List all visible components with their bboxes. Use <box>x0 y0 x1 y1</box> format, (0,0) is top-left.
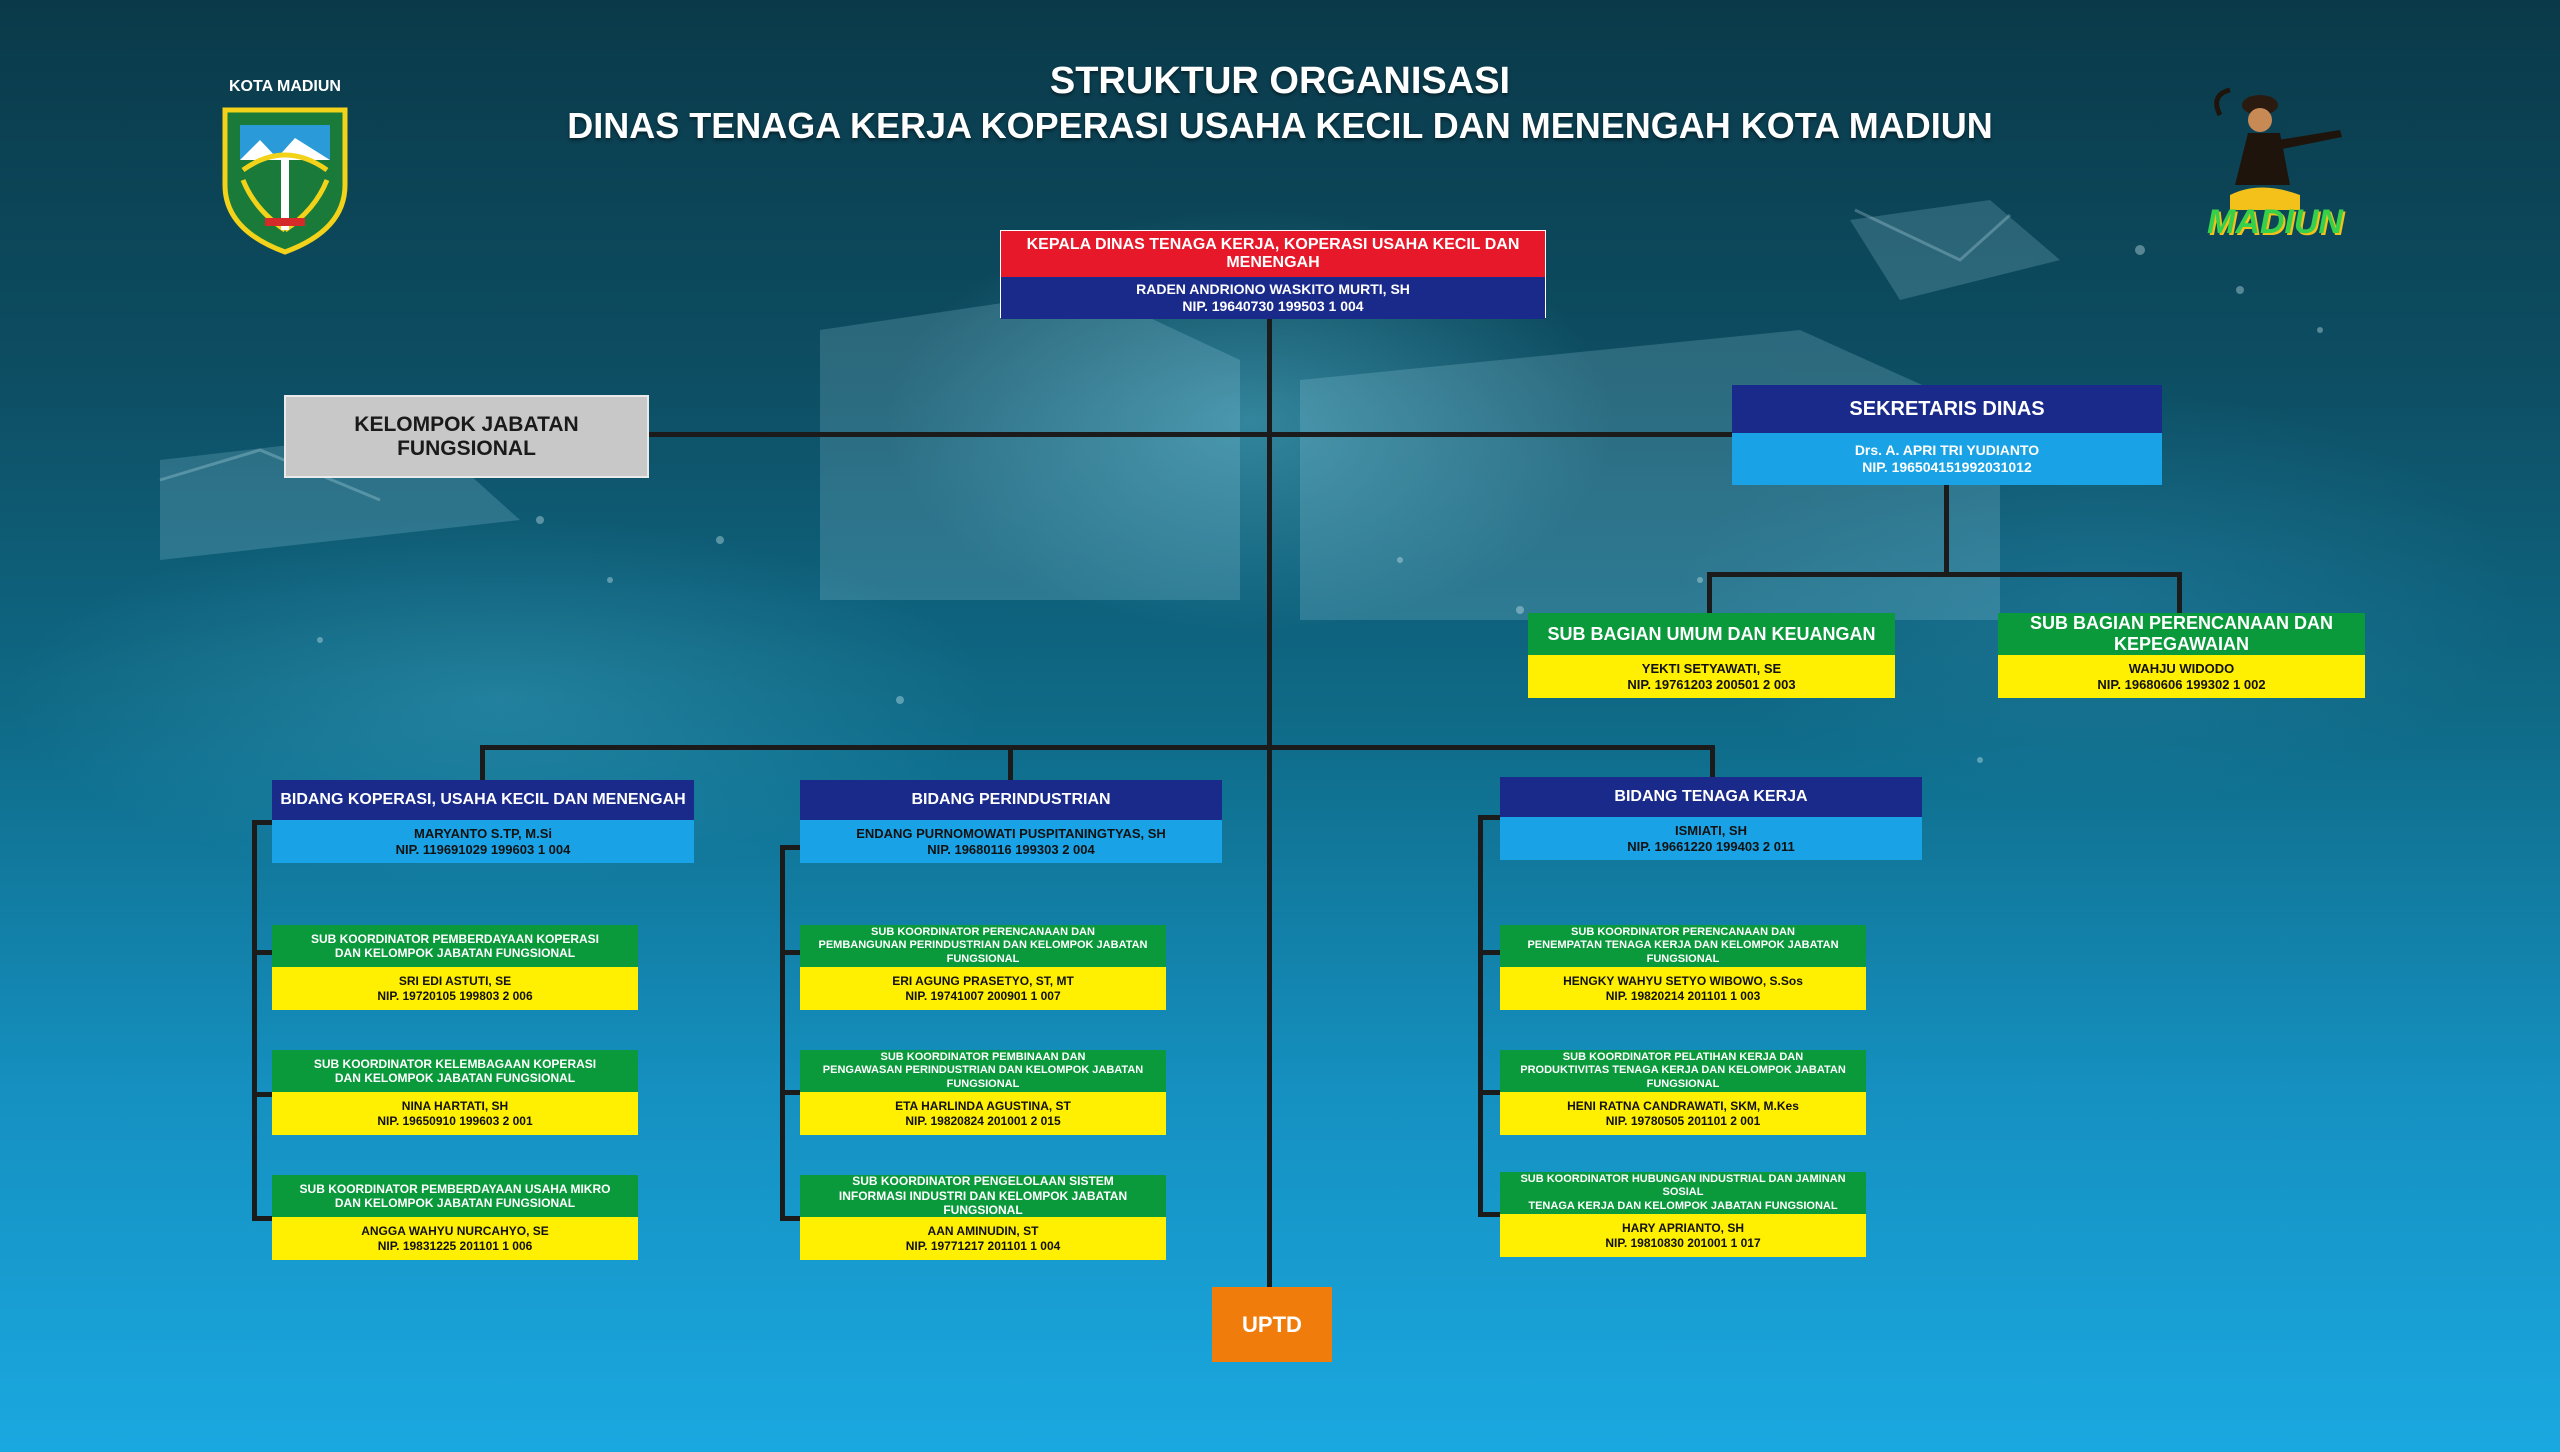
subkoor-b3-2-nip: NIP. 19780505 201101 2 001 <box>1605 1113 1761 1128</box>
subkoor-b1-3-info <box>272 1217 638 1260</box>
page-subtitle: DINAS TENAGA KERJA KOPERASI USAHA KECIL DAN MENENGAH KOTA MADIUN <box>567 105 1993 146</box>
connector-bidang1-spine <box>252 820 257 1220</box>
subkoor-b3-3-title <box>1500 1172 1866 1214</box>
subkoor-b2-1-title1: SUB KOORDINATOR PERENCANAAN DAN <box>871 926 1095 939</box>
sekretaris-box <box>1732 385 2162 485</box>
subkoor-b3-2-title <box>1500 1050 1866 1092</box>
subkoor-b2-3-nip: NIP. 19771217 201101 1 004 <box>905 1238 1061 1253</box>
connector-bidang1-sub1 <box>252 950 274 955</box>
subkoor-b2-3-info <box>800 1217 1166 1260</box>
sekretaris-nip: NIP. 196504151992031012 <box>1862 459 2032 475</box>
subkoor-b1-3-title1: SUB KOORDINATOR PEMBERDAYAAN USAHA MIKRO <box>299 1181 611 1196</box>
page-title: STRUKTUR ORGANISASI <box>1049 60 1511 102</box>
connector-bidang3-stub <box>1478 815 1500 820</box>
subkoor-b2-1-title2: PEMBANGUNAN PERINDUSTRIAN DAN KELOMPOK JABATAN FUNGSIONAL <box>818 939 1148 965</box>
kepala-dinas-nip: NIP. 19640730 199503 1 004 <box>1182 298 1364 314</box>
subkoor-b3-1-info <box>1500 967 1866 1010</box>
connector-bidang2-sub3 <box>780 1216 802 1221</box>
subkoor-b1-2-title2: DAN KELOMPOK JABATAN FUNGSIONAL <box>334 1071 576 1085</box>
connector-bidang2-drop <box>1008 745 1013 781</box>
subkoor-b1-2-title1: SUB KOORDINATOR KELEMBAGAAN KOPERASI <box>313 1056 597 1071</box>
subkoor-b3-1-box <box>1500 925 1866 1010</box>
subkoor-b1-1-title1: SUB KOORDINATOR PEMBERDAYAAN KOPERASI <box>310 931 600 946</box>
subkoor-b3-1-nip: NIP. 19820214 201101 1 003 <box>1605 988 1761 1003</box>
bidang-koperasi-box <box>272 780 694 863</box>
subbagian-umum-nip: NIP. 19761203 200501 2 003 <box>1627 676 1796 692</box>
subkoor-b1-3-name: ANGGA WAHYU NURCAHYO, SE <box>361 1224 549 1239</box>
sekretaris-info <box>1732 433 2162 485</box>
subkoor-b1-3-nip: NIP. 19831225 201101 1 006 <box>377 1238 533 1253</box>
bidang-perindustrian-box <box>800 780 1222 863</box>
subbagian-umum-name: YEKTI SETYAWATI, SE <box>1641 660 1782 676</box>
subkoor-b1-1-title2: DAN KELOMPOK JABATAN FUNGSIONAL <box>334 946 576 960</box>
subkoor-b2-2-name: ETA HARLINDA AGUSTINA, ST <box>895 1099 1071 1114</box>
subkoor-b3-1-title1: SUB KOORDINATOR PERENCANAAN DAN <box>1571 926 1795 939</box>
connector-bidang3-spine <box>1478 815 1483 1215</box>
bidang-perindustrian-title: BIDANG PERINDUSTRIAN <box>800 780 1222 820</box>
subkoor-b2-3-title2: INFORMASI INDUSTRI DAN KELOMPOK JABATAN FUNGSIONAL <box>838 1188 1128 1218</box>
subkoor-b2-3-name: AAN AMINUDIN, ST <box>927 1224 1039 1239</box>
logo-right-text: MADIUN <box>2207 203 2343 241</box>
subkoor-b1-3-title <box>272 1175 638 1217</box>
connector-sekretaris-down <box>1944 484 1949 576</box>
kepala-dinas-box <box>1000 230 1546 318</box>
sekretaris-title: SEKRETARIS DINAS <box>1732 385 2162 433</box>
subkoor-b3-1-title <box>1500 925 1866 967</box>
subkoor-b1-3-box <box>272 1175 638 1260</box>
bidang-koperasi-title: BIDANG KOPERASI, USAHA KECIL DAN MENENGAH <box>272 780 694 820</box>
subkoor-b2-3-title <box>800 1175 1166 1217</box>
kepala-dinas-name: RADEN ANDRIONO WASKITO MURTI, SH <box>1136 281 1410 298</box>
subkoor-b2-1-title <box>800 925 1166 967</box>
bidang-koperasi-name: MARYANTO S.TP, M.Si <box>414 825 552 841</box>
subkoor-b2-3-title1: SUB KOORDINATOR PENGELOLAAN SISTEM <box>852 1174 1114 1189</box>
subkoor-b3-1-name: HENGKY WAHYU SETYO WIBOWO, S.Sos <box>1563 974 1803 989</box>
subkoor-b2-2-title2: PENGAWASAN PERINDUSTRIAN DAN KELOMPOK JABATAN FUNGSIONAL <box>822 1064 1144 1090</box>
subkoor-b1-1-nip: NIP. 19720105 199803 2 006 <box>377 988 533 1003</box>
uptd-label: UPTD <box>1242 1311 1302 1337</box>
connector-bidang3-sub2 <box>1478 1090 1500 1095</box>
subkoor-b1-1-name: SRI EDI ASTUTI, SE <box>398 974 512 989</box>
subkoor-b1-1-title <box>272 925 638 967</box>
kelompok-jabatan-box <box>284 395 649 478</box>
connector-main-trunk <box>1267 318 1272 1298</box>
subkoor-b3-2-name: HENI RATNA CANDRAWATI, SKM, M.Kes <box>1567 1099 1799 1114</box>
subkoor-b3-2-title2: PRODUKTIVITAS TENAGA KERJA DAN KELOMPOK JABATAN FUNGSIONAL <box>1520 1064 1846 1090</box>
connector-bidang3-sub3 <box>1478 1212 1500 1217</box>
bidang-koperasi-nip: NIP. 119691029 199603 1 004 <box>395 841 571 857</box>
connector-bidang-horizontal <box>480 745 1715 750</box>
subbagian-perencanaan-box <box>1998 613 2365 698</box>
connector-bidang1-drop <box>480 745 485 781</box>
sekretaris-name: Drs. A. APRI TRI YUDIANTO <box>1854 442 2040 459</box>
bidang-perindustrian-name: ENDANG PURNOMOWATI PUSPITANINGTYAS, SH <box>856 825 1166 841</box>
subkoor-b2-2-info <box>800 1092 1166 1135</box>
subkoor-b2-2-nip: NIP. 19820824 201001 2 015 <box>905 1113 1061 1128</box>
connector-bidang2-sub2 <box>780 1090 802 1095</box>
subbagian-perencanaan-name: WAHJU WIDODO <box>2128 660 2235 676</box>
connector-bidang1-stub <box>252 820 274 825</box>
uptd-box <box>1212 1287 1332 1362</box>
logo-left-label: KOTA MADIUN <box>229 78 341 95</box>
kelompok-jabatan-label: KELOMPOK JABATAN FUNGSIONAL <box>354 412 579 460</box>
kepala-dinas-title: KEPALA DINAS TENAGA KERJA, KOPERASI USAHA KECIL DAN MENENGAH <box>1001 231 1545 277</box>
connector-kelompok-sekretaris <box>648 432 1733 437</box>
subkoor-b2-1-info <box>800 967 1166 1010</box>
bidang-tenaga-kerja-info <box>1500 817 1922 860</box>
subbagian-perencanaan-info <box>1998 655 2365 698</box>
connector-bidang3-sub1 <box>1478 950 1500 955</box>
subkoor-b3-3-title2: TENAGA KERJA DAN KELOMPOK JABATAN FUNGSIONAL <box>1528 1199 1838 1212</box>
subkoor-b1-2-nip: NIP. 19650910 199603 2 001 <box>377 1113 533 1128</box>
bidang-tenaga-kerja-name: ISMIATI, SH <box>1675 822 1747 838</box>
kepala-dinas-info <box>1001 277 1545 319</box>
subkoor-b1-2-box <box>272 1050 638 1135</box>
connector-bidang2-sub1 <box>780 950 802 955</box>
subkoor-b3-3-nip: NIP. 19810830 201001 1 017 <box>1605 1235 1761 1250</box>
subkoor-b3-3-title1: SUB KOORDINATOR HUBUNGAN INDUSTRIAL DAN JAMINAN SOSIAL <box>1520 1173 1846 1199</box>
bidang-tenaga-kerja-box <box>1500 777 1922 860</box>
connector-bidang2-spine <box>780 845 785 1220</box>
subkoor-b3-2-info <box>1500 1092 1866 1135</box>
connector-subbagian-left-drop <box>1707 572 1712 614</box>
connector-bidang1-sub3 <box>252 1216 274 1221</box>
subbagian-perencanaan-title: SUB BAGIAN PERENCANAAN DAN KEPEGAWAIAN <box>1998 613 2365 655</box>
bidang-tenaga-kerja-nip: NIP. 19661220 199403 2 011 <box>1627 838 1795 854</box>
subkoor-b3-2-title1: SUB KOORDINATOR PELATIHAN KERJA DAN <box>1562 1051 1804 1064</box>
subkoor-b3-2-box <box>1500 1050 1866 1135</box>
connector-bidang2-stub <box>780 845 802 850</box>
subbagian-perencanaan-nip: NIP. 19680606 199302 1 002 <box>2097 676 2266 692</box>
subkoor-b2-3-box <box>800 1175 1166 1260</box>
subkoor-b1-2-info <box>272 1092 638 1135</box>
connector-bidang1-sub2 <box>252 1092 274 1097</box>
subkoor-b2-2-title <box>800 1050 1166 1092</box>
subbagian-umum-box <box>1528 613 1895 698</box>
subkoor-b2-1-box <box>800 925 1166 1010</box>
subkoor-b2-2-box <box>800 1050 1166 1135</box>
bidang-perindustrian-nip: NIP. 19680116 199303 2 004 <box>927 841 1095 857</box>
subkoor-b2-1-nip: NIP. 19741007 200901 1 007 <box>905 988 1061 1003</box>
subkoor-b1-2-title <box>272 1050 638 1092</box>
subkoor-b2-2-title1: SUB KOORDINATOR PEMBINAAN DAN <box>880 1051 1086 1064</box>
subkoor-b1-2-name: NINA HARTATI, SH <box>401 1099 509 1114</box>
subkoor-b3-3-name: HARY APRIANTO, SH <box>1621 1221 1744 1236</box>
subkoor-b1-1-box <box>272 925 638 1010</box>
subbagian-umum-title: SUB BAGIAN UMUM DAN KEUANGAN <box>1528 613 1895 655</box>
subkoor-b3-3-info <box>1500 1214 1866 1257</box>
bidang-perindustrian-info <box>800 820 1222 863</box>
subkoor-b1-3-title2: DAN KELOMPOK JABATAN FUNGSIONAL <box>334 1196 576 1210</box>
bidang-koperasi-info <box>272 820 694 863</box>
subbagian-umum-info <box>1528 655 1895 698</box>
subkoor-b1-1-info <box>272 967 638 1010</box>
connector-subbagian-right-drop <box>2177 572 2182 614</box>
subkoor-b2-1-name: ERI AGUNG PRASETYO, ST, MT <box>892 974 1074 989</box>
bidang-tenaga-kerja-title: BIDANG TENAGA KERJA <box>1500 777 1922 817</box>
connector-bidang3-drop <box>1710 745 1715 778</box>
connector-subbagian-horizontal <box>1707 572 2182 577</box>
subkoor-b3-3-box <box>1500 1172 1866 1257</box>
subkoor-b3-1-title2: PENEMPATAN TENAGA KERJA DAN KELOMPOK JABATAN FUNGSIONAL <box>1527 939 1839 965</box>
